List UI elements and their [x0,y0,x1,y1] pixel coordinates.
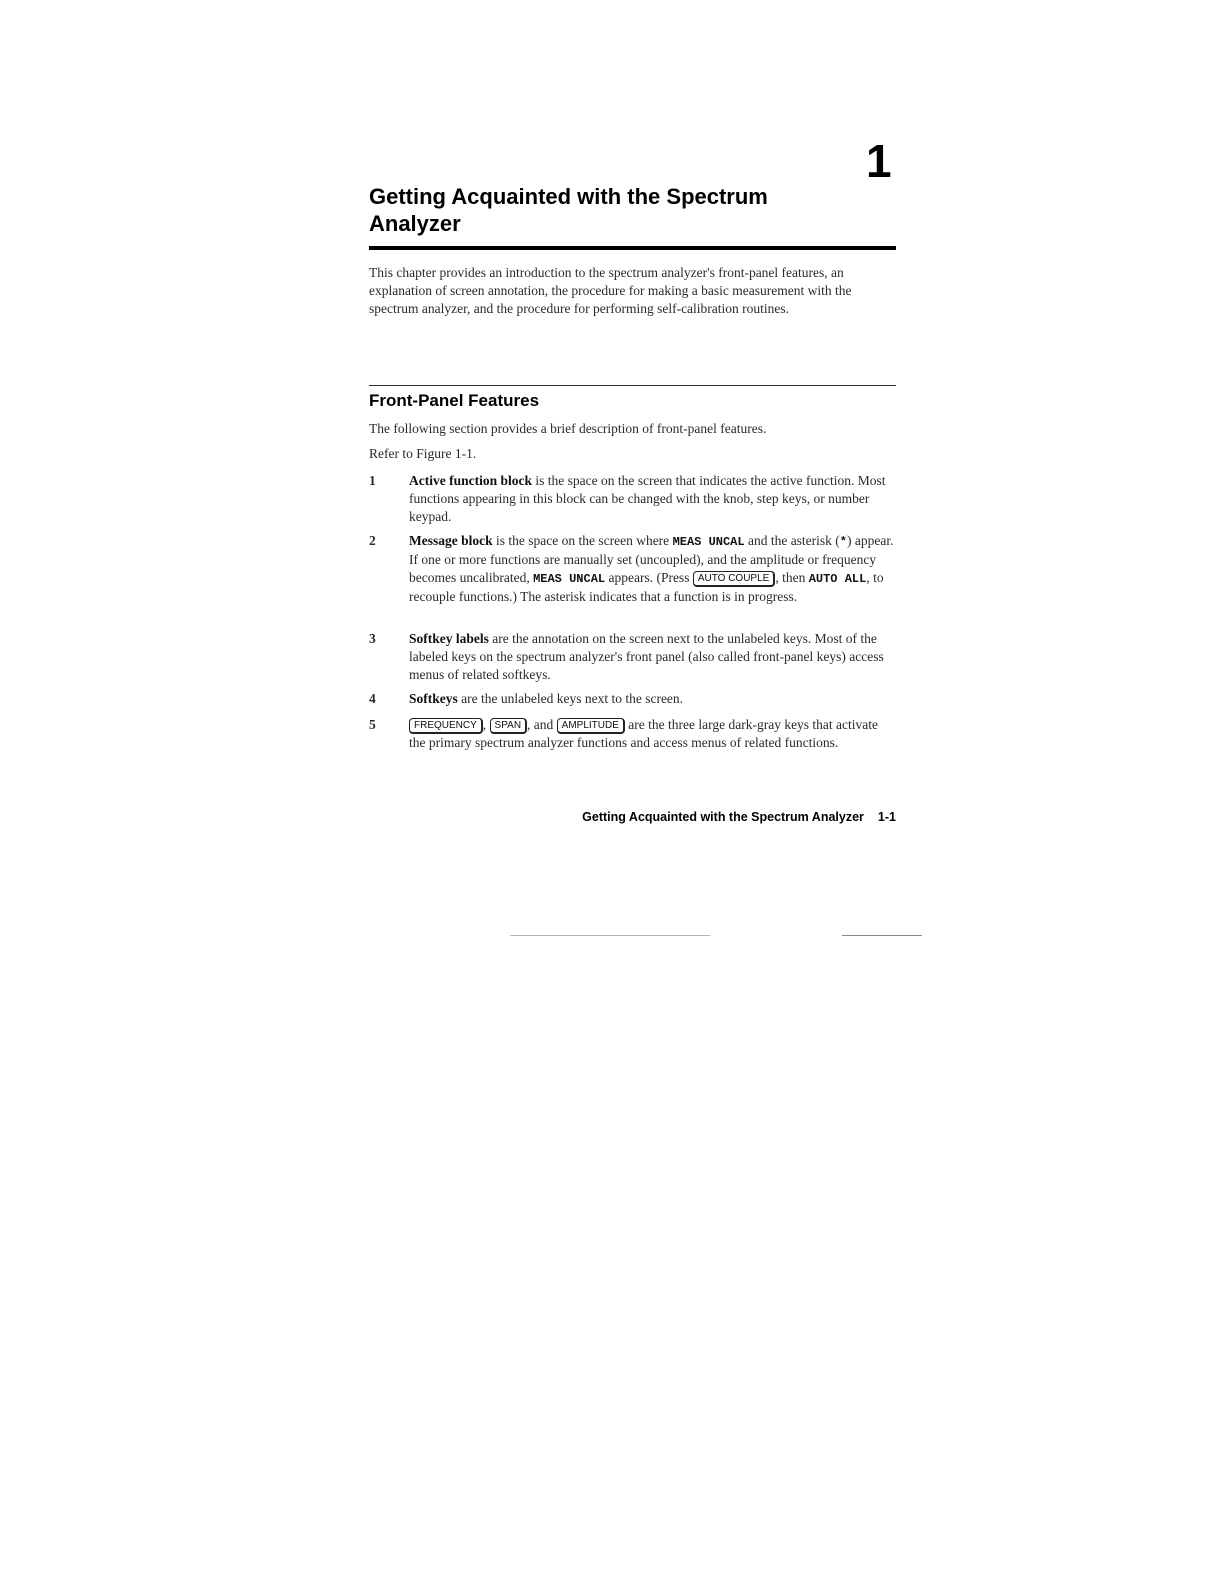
item-text: , and [527,717,557,732]
annotation-code: AUTO ALL [808,572,867,586]
item-number: 3 [369,631,376,646]
item-text: , then [775,570,809,585]
item-text: are the unlabeled keys next to the screen. [457,691,684,706]
list-item [369,472,896,526]
section-rule [369,385,896,386]
item-text: appears. (Press [605,570,693,585]
scan-artifact-line [842,935,922,936]
list-item [369,690,896,708]
item-text: is the space on the screen that indicates the active function. Most functions appearing in this block can be changed with the knob, step keys, or number keypad. [409,473,886,524]
item-number: 1 [369,473,376,488]
annotation-code: MEAS UNCAL [672,535,745,549]
item-text: , to recouple functions.) The asterisk indicates that a function is in progress. [409,570,884,604]
footer-title: Getting Acquainted with the Spectrum Analyzer [582,810,864,824]
chapter-title: Getting Acquainted with the Spectrum Analyzer [369,184,768,236]
item-term: Message block [409,533,493,548]
item-number: 5 [369,717,376,732]
item-text: , [482,717,490,732]
page-footer [582,810,896,824]
figure-reference: Refer to Figure 1-1. [369,446,477,461]
item-text: ) appear. If one or more functions are manually set (uncoupled), and the amplitude or frequency becomes uncalibrated, [409,533,894,585]
intro-paragraph: This chapter provides an introduction to the spectrum analyzer's front-panel features, an explanation of screen annotation, the procedure for making a basic measurement with the spectrum analyzer, and the procedure for performing self-calibration routines. [369,265,852,316]
item-number: 2 [369,533,376,548]
title-rule [369,246,896,250]
item-text: and the asterisk ( [744,533,840,548]
item-term: Active function block [409,473,532,488]
item-number: 4 [369,691,376,706]
item-term: Softkey labels [409,631,489,646]
section-paragraph: The following section provides a brief description of front-panel features. [369,421,767,436]
key-label-auto-couple: AUTO COUPLE [693,571,776,587]
page-number: 1-1 [877,810,896,824]
key-label-amplitude: AMPLITUDE [557,718,625,734]
chapter-number: 1 [866,135,892,187]
scan-artifact-line [510,935,710,936]
list-item [369,630,896,684]
annotation-code: MEAS UNCAL [533,572,606,586]
item-text: are the three large dark-gray keys that activate the primary spectrum analyzer functions and access menus of related functions. [409,717,879,750]
list-item [369,716,896,752]
key-label-frequency: FREQUENCY [409,718,483,734]
section-heading: Front-Panel Features [369,391,540,410]
annotation-code: * [839,535,847,549]
key-label-span: SPAN [490,718,528,734]
item-text: are the annotation on the screen next to the unlabeled keys. Most of the labeled keys on the spectrum analyzer's front panel (also called front-panel keys) access menus of related softkeys. [409,631,884,682]
list-item [369,532,896,606]
item-text: is the space on the screen where [492,533,673,548]
item-term: Softkeys [409,691,458,706]
